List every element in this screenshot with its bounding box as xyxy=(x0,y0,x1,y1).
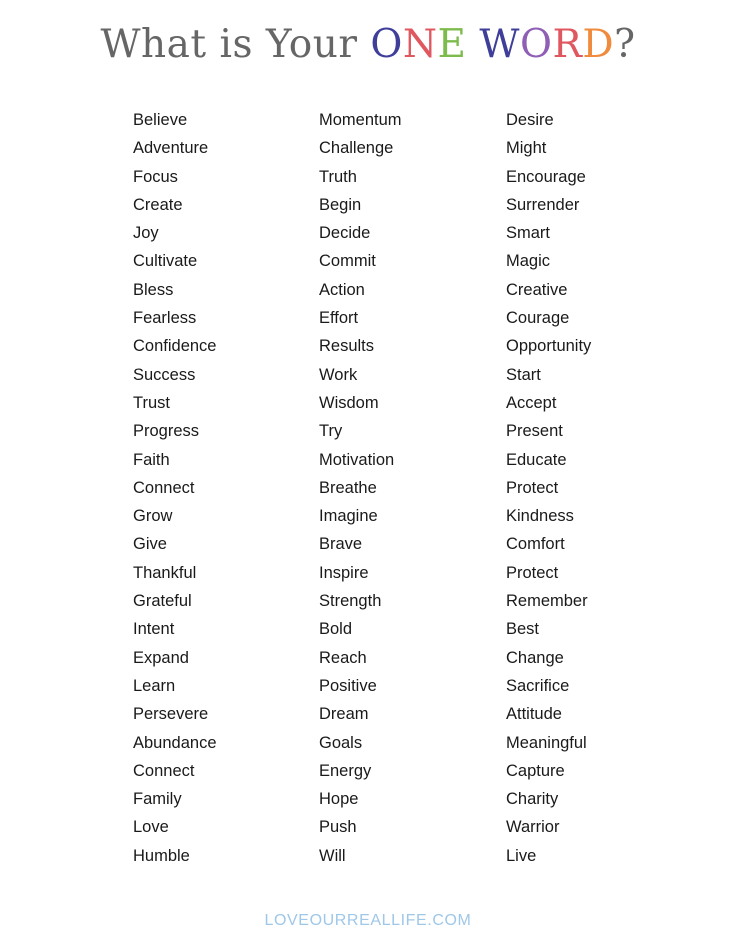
word-item: Humble xyxy=(133,846,190,865)
word-item: Learn xyxy=(133,676,176,695)
word-item: Adventure xyxy=(133,139,209,158)
word-item: Grateful xyxy=(133,592,192,611)
word-item: Work xyxy=(319,365,358,384)
word-item: Accept xyxy=(506,393,557,412)
word-item: Live xyxy=(506,846,537,865)
word-item: Progress xyxy=(133,422,200,441)
word-item: Expand xyxy=(133,648,189,667)
word-item: Begin xyxy=(319,195,362,214)
word-item: Decide xyxy=(319,224,371,243)
word-item: Connect xyxy=(133,478,195,497)
word-item: Meaningful xyxy=(506,733,587,752)
word-item: Love xyxy=(133,818,169,837)
word-item: Bless xyxy=(133,280,174,299)
word-item: Family xyxy=(133,790,182,809)
word-item: Truth xyxy=(319,167,357,186)
word-item: Dream xyxy=(319,705,369,724)
title-segment: R xyxy=(552,22,583,67)
title-segment: O xyxy=(370,22,403,67)
word-columns xyxy=(0,106,736,866)
word-item: Change xyxy=(506,648,564,667)
word-item: Magic xyxy=(506,252,551,271)
word-item: Energy xyxy=(319,761,372,780)
word-item: Breathe xyxy=(319,478,377,497)
word-item: Faith xyxy=(133,450,170,469)
word-item: Fearless xyxy=(133,309,197,328)
word-item: Results xyxy=(319,337,375,356)
title-segment: What is Your xyxy=(100,22,371,67)
word-item: Action xyxy=(319,280,365,299)
word-item: Protect xyxy=(506,563,559,582)
word-item: Positive xyxy=(319,676,377,695)
word-item: Start xyxy=(506,365,541,384)
word-item: Opportunity xyxy=(506,337,592,356)
word-item: Attitude xyxy=(506,705,562,724)
word-item: Creative xyxy=(506,280,568,299)
word-column-2 xyxy=(319,106,519,870)
title-segment: E xyxy=(437,22,467,67)
word-item: Kindness xyxy=(506,507,574,526)
footer-site-url: LOVEOURREALLIFE.COM xyxy=(264,912,472,929)
word-item: Capture xyxy=(506,761,565,780)
word-item: Cultivate xyxy=(133,252,198,271)
word-item: Protect xyxy=(506,478,559,497)
word-item: Thankful xyxy=(133,563,197,582)
word-item: Best xyxy=(506,620,540,639)
word-item: Give xyxy=(133,535,167,554)
word-item: Abundance xyxy=(133,733,217,752)
word-item: Courage xyxy=(506,309,570,328)
word-item: Comfort xyxy=(506,535,565,554)
word-item: Bold xyxy=(319,620,353,639)
word-item: Encourage xyxy=(506,167,586,186)
word-item: Motivation xyxy=(319,450,395,469)
word-item: Create xyxy=(133,195,183,214)
word-item: Imagine xyxy=(319,507,378,526)
word-item: Reach xyxy=(319,648,367,667)
title-segment: D xyxy=(582,22,615,67)
word-item: Might xyxy=(506,139,547,158)
word-item: Connect xyxy=(133,761,195,780)
word-item: Warrior xyxy=(506,818,560,837)
word-item: Joy xyxy=(133,224,159,243)
word-item: Momentum xyxy=(319,111,402,129)
word-item: Confidence xyxy=(133,337,217,356)
word-item: Believe xyxy=(133,111,188,129)
page-title xyxy=(0,22,736,67)
word-item: Charity xyxy=(506,790,559,809)
word-item: Commit xyxy=(319,252,376,271)
title-segment: N xyxy=(402,22,438,67)
word-item: Desire xyxy=(506,111,554,129)
word-item: Hope xyxy=(319,790,359,809)
title-segment xyxy=(466,22,479,67)
word-column-1 xyxy=(133,106,333,870)
word-item: Challenge xyxy=(319,139,394,158)
word-item: Educate xyxy=(506,450,567,469)
word-column-3 xyxy=(506,106,706,870)
word-item: Sacrifice xyxy=(506,676,570,695)
word-item: Grow xyxy=(133,507,173,526)
word-item: Focus xyxy=(133,167,178,186)
word-item: Strength xyxy=(319,592,382,611)
word-item: Present xyxy=(506,422,563,441)
word-item: Inspire xyxy=(319,563,369,582)
word-item: Wisdom xyxy=(319,393,379,412)
word-item: Try xyxy=(319,422,343,441)
title-segment: ? xyxy=(614,22,636,67)
word-item: Smart xyxy=(506,224,551,243)
title-segment: O xyxy=(519,22,553,67)
word-item: Push xyxy=(319,818,357,837)
title-segment: W xyxy=(479,22,520,67)
word-item: Surrender xyxy=(506,195,580,214)
word-item: Will xyxy=(319,846,346,865)
word-item: Brave xyxy=(319,535,363,554)
word-item: Remember xyxy=(506,592,588,611)
word-item: Goals xyxy=(319,733,363,752)
word-item: Success xyxy=(133,365,196,384)
word-item: Persevere xyxy=(133,705,209,724)
word-item: Trust xyxy=(133,393,170,412)
word-item: Intent xyxy=(133,620,175,639)
word-item: Effort xyxy=(319,309,359,328)
